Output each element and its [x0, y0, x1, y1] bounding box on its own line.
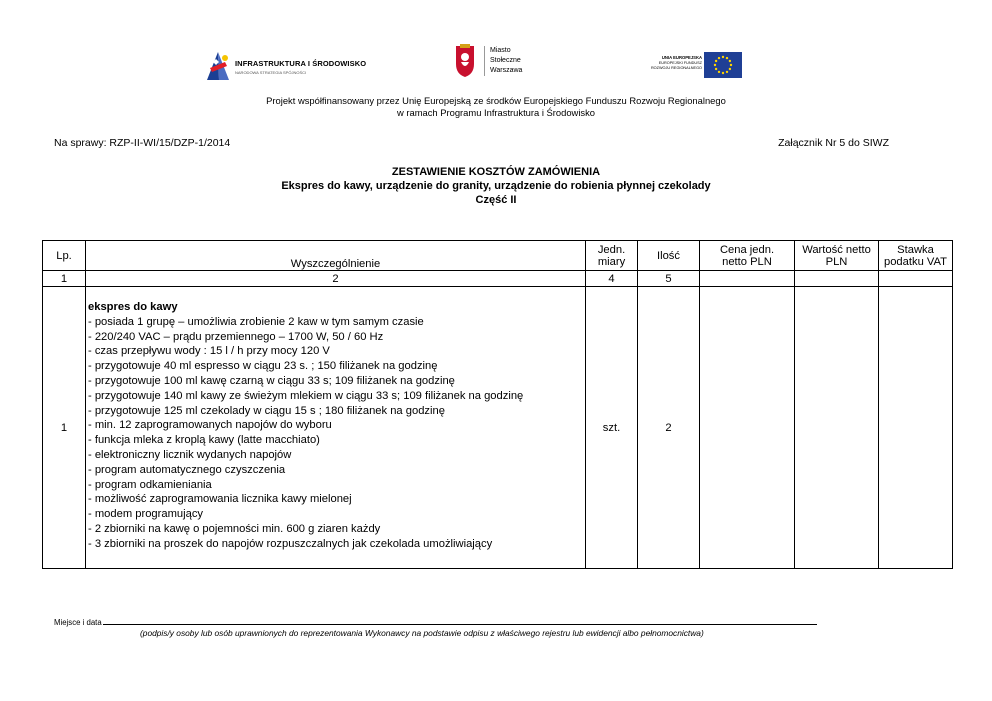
header-net-value [795, 241, 879, 271]
warsaw-line-3: Warszawa [490, 67, 523, 74]
numbering-unit: 4 [586, 271, 638, 287]
row-unit: szt. [586, 287, 638, 569]
header-unit-line-2: miary [597, 255, 626, 268]
feature-item: - czas przepływu wody : 15 l / h przy mocy 120 V [88, 345, 330, 358]
row-description [86, 287, 586, 569]
table-row [43, 287, 953, 569]
numbering-net-value [795, 271, 879, 287]
feature-item: - min. 12 zaprogramowanych napojów do wyboru [88, 419, 332, 432]
numbering-qty: 5 [638, 271, 700, 287]
feature-item: - przygotowuje 125 ml czekolady w ciągu 15 s ; 180 filiżanek na godzinę [88, 404, 445, 417]
header-price-line-1: Cena jedn. [719, 243, 775, 256]
cost-table [42, 240, 953, 569]
signature-note: (podpis/y osoby lub osób uprawnionych do reprezentowania Wykonawcy na podstawie odpisu z właściwego rejestru lub ewidencji albo pełnomocnictwa) [140, 628, 704, 638]
eu-flag-icon [704, 52, 742, 78]
logo-eu [636, 52, 742, 78]
header-vat-line-2: podatku VAT [883, 255, 947, 268]
logo-warsaw [452, 44, 542, 80]
warsaw-crest-icon [452, 44, 478, 78]
feature-item: - 220/240 VAC – prądu przemiennego – 1700 W, 50 / 60 Hz [88, 330, 384, 343]
header-price-line-2: netto PLN [722, 255, 772, 268]
header-vat [879, 241, 953, 271]
feature-item: - 2 zbiorniki na kawę o pojemności min. 600 g ziaren każdy [88, 522, 381, 535]
logo-infrastructure [205, 48, 380, 86]
header-vat-line-1: Stawka [897, 243, 934, 256]
place-date-label: Miejsce i data [54, 618, 102, 627]
annex-number: Załącznik Nr 5 do SIWZ [778, 137, 889, 149]
title-line-2: Ekspres do kawy, urządzenie do granity, urządzenie do robienia płynnej czekolady [281, 180, 711, 192]
feature-item: - posiada 1 grupę – umożliwia zrobienie 2 kaw w tym samym czasie [88, 315, 424, 328]
feature-item: - możliwość zaprogramowania licznika kawy mielonej [88, 493, 352, 506]
title-line-1: ZESTAWIENIE KOSZTÓW ZAMÓWIENIA [391, 166, 601, 178]
feature-item: - modem programujący [88, 508, 204, 521]
header-unit-line-1: Jedn. [597, 243, 626, 256]
eu-line-3: ROZWOJU REGIONALNEGO [650, 66, 702, 70]
feature-item: - przygotowuje 100 ml kawę czarną w ciągu 33 s; 109 filiżanek na godzinę [88, 374, 455, 387]
eu-line-2: EUROPEJSKI FUNDUSZ [658, 61, 702, 65]
project-note-line-1: Projekt współfinansowany przez Unię Europejską ze środków Europejskiego Funduszu Rozwoju Regionalnego [266, 95, 726, 106]
row-price[interactable] [700, 287, 795, 569]
project-cofinancing-note [0, 95, 992, 119]
place-date-line[interactable] [103, 617, 817, 625]
feature-item: - przygotowuje 140 ml kawy ze świeżym mlekiem w ciągu 33 s; 109 filiżanek na godzinę [88, 389, 524, 402]
row-vat[interactable] [879, 287, 953, 569]
row-qty: 2 [638, 287, 700, 569]
warsaw-logo-text [490, 46, 522, 76]
feature-item: - program odkamieniania [88, 478, 212, 491]
numbering-vat [879, 271, 953, 287]
infrastructure-logo-title: INFRASTRUKTURA I ŚRODOWISKO [235, 59, 367, 68]
numbering-lp: 1 [43, 271, 86, 287]
infrastructure-emblem-icon [205, 50, 231, 82]
numbering-spec: 2 [86, 271, 586, 287]
table-numbering-row [43, 271, 953, 287]
header-unit [586, 241, 638, 271]
table-header-row [43, 241, 953, 271]
feature-item: - funkcja mleka z kroplą kawy (latte macchiato) [88, 434, 320, 447]
project-note-line-2: w ramach Programu Infrastruktura i Środowisko [397, 107, 595, 118]
document-title [0, 165, 992, 207]
item-name: ekspres do kawy [88, 301, 178, 313]
warsaw-line-1: Miasto [490, 47, 511, 54]
row-net-value[interactable] [795, 287, 879, 569]
place-date-field [54, 617, 817, 627]
header-spec: Wyszczególnienie [86, 241, 586, 271]
numbering-price [700, 271, 795, 287]
title-line-3: Część II [475, 194, 517, 206]
row-lp: 1 [43, 287, 86, 569]
header-price [700, 241, 795, 271]
infrastructure-logo-subtitle: NARODOWA STRATEGIA SPÓJNOŚCI [235, 70, 307, 75]
header-net-value-line-1: Wartość netto [802, 243, 871, 256]
feature-item: - program automatycznego czyszczenia [88, 463, 286, 476]
eu-logo-text [636, 55, 702, 71]
header-qty: Ilość [638, 241, 700, 271]
eu-line-1: UNIA EUROPEJSKA [661, 55, 702, 60]
feature-item: - elektroniczny licznik wydanych napojów [88, 448, 292, 461]
feature-item: - 3 zbiorniki na proszek do napojów rozpuszczalnych jak czekolada umożliwiający [88, 537, 493, 550]
header-net-value-line-2: PLN [825, 255, 848, 268]
header-lp: Lp. [43, 241, 86, 271]
feature-item: - przygotowuje 40 ml espresso w ciągu 23 s. ; 150 filiżanek na godzinę [88, 360, 438, 373]
warsaw-line-2: Stołeczne [490, 57, 521, 64]
warsaw-logo-divider [484, 46, 485, 76]
case-reference: Na sprawy: RZP-II-WI/15/DZP-1/2014 [54, 137, 231, 149]
